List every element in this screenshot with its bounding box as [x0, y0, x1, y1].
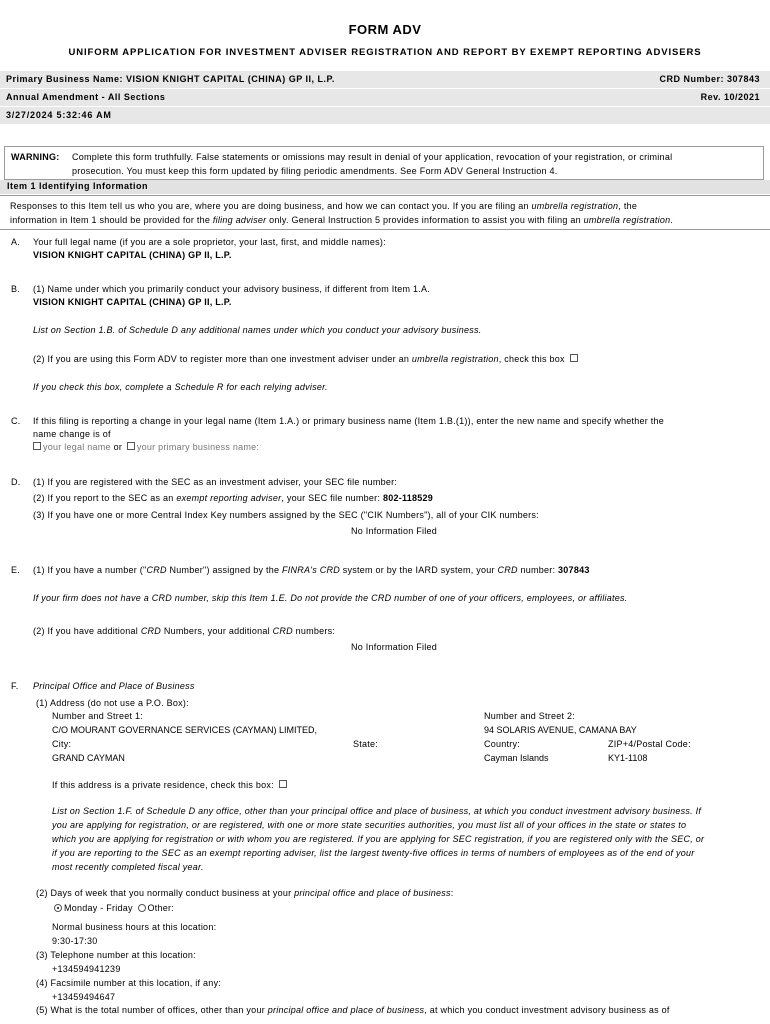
item-c-line2: name change is of	[33, 429, 111, 439]
business-name-change-checkbox[interactable]	[127, 442, 135, 450]
crd-number-value: 307843	[558, 565, 590, 575]
item-d-letter: D.	[11, 477, 21, 487]
schedule-note-line3: which you are applying for registration or with whom you are registered. If you are applying for SEC registration, if you are registered only with the SEC, or	[52, 834, 705, 844]
zip-value: KY1-1108	[608, 753, 648, 763]
divider	[0, 229, 770, 230]
item-c-letter: C.	[11, 416, 21, 426]
item-e-letter: E.	[11, 565, 21, 575]
street2-value: 94 SOLARIS AVENUE, CAMANA BAY	[484, 725, 637, 735]
item-c-line1: If this filing is reporting a change in your legal name (Item 1.A.) or primary business name (Item 1.B.(1)), enter the new name and specify whether the	[33, 416, 665, 426]
city-value: GRAND CAYMAN	[52, 753, 125, 763]
phone-value: +134594941239	[52, 964, 121, 974]
country-value: Cayman Islands	[484, 753, 549, 763]
days-options: Monday - Friday Other:	[52, 903, 174, 914]
schedule-note-line4: if you are reporting to the SEC as an exempt reporting adviser, list the largest twenty-five offices in terms of numbers of employees as of the end of your	[52, 848, 695, 858]
legal-name-value: VISION KNIGHT CAPITAL (CHINA) GP II, L.P.	[33, 250, 232, 260]
amendment-type: Annual Amendment - All Sections	[6, 92, 166, 102]
days-question: (2) Days of week that you normally conduct business at your principal office and place of business:	[36, 888, 454, 898]
item-a-question: Your full legal name (if you are a sole proprietor, your last, first, and middle names):	[33, 237, 386, 247]
primary-business-name: Primary Business Name: VISION KNIGHT CAPITAL (CHINA) GP II, L.P.	[6, 74, 335, 84]
item1-heading: Item 1 Identifying Information	[7, 181, 149, 191]
umbrella-registration-checkbox[interactable]	[570, 354, 578, 362]
item-e-note: If your firm does not have a CRD number, skip this Item 1.E. Do not provide the CRD number of one of your officers, employees, or affiliates.	[33, 593, 628, 603]
fax-label: (4) Facsimile number at this location, if any:	[36, 978, 222, 988]
offices-question: (5) What is the total number of offices, other than your principal office and place of business, at which you conduct investment advisory business as of	[36, 1005, 670, 1015]
timestamp: 3/27/2024 5:32:46 AM	[6, 110, 112, 120]
item-d-q1: (1) If you are registered with the SEC as an investment adviser, your SEC file number:	[33, 477, 398, 487]
form-subtitle: UNIFORM APPLICATION FOR INVESTMENT ADVISER REGISTRATION AND REPORT BY EXEMPT REPORTING ADVISERS	[68, 47, 702, 58]
item-d-q2: (2) If you report to the SEC as an exempt reporting adviser, your SEC file number: 802-118529	[33, 493, 433, 503]
phone-label: (3) Telephone number at this location:	[36, 950, 196, 960]
additional-crd-value: No Information Filed	[350, 642, 438, 652]
street1-value: C/O MOURANT GOVERNANCE SERVICES (CAYMAN) LIMITED,	[52, 725, 318, 735]
item-c-options: your legal name or your primary business name:	[31, 442, 259, 453]
hours-label: Normal business hours at this location:	[52, 922, 217, 932]
crd-number-header: CRD Number: 307843	[659, 74, 760, 84]
street1-label: Number and Street 1:	[52, 711, 144, 721]
private-residence-question: If this address is a private residence, check this box:	[52, 780, 289, 791]
fax-value: +13459494647	[52, 992, 116, 1002]
item1-intro-line2: information in Item 1 should be provided for the filing adviser only. General Instruction 5 provides information to assist you with filing an umbrella registration.	[10, 215, 674, 225]
item-b-umbrella-question: (2) If you are using this Form ADV to register more than one investment adviser under an umbrella registration, check this box	[33, 354, 580, 365]
item-b-note2: If you check this box, complete a Schedule R for each relying adviser.	[33, 382, 328, 392]
zip-label: ZIP+4/Postal Code:	[608, 739, 691, 749]
state-label: State:	[353, 739, 379, 749]
schedule-note-line2: you are applying for registration, or are registered, with one or more state securities authorities, you must list all of your offices in the state or states to	[52, 820, 687, 830]
country-label: Country:	[484, 739, 521, 749]
item-e-q1: (1) If you have a number ("CRD Number") assigned by the FINRA's CRD system or by the IARD system, your CRD number: 307843	[33, 565, 590, 575]
legal-name-change-checkbox[interactable]	[33, 442, 41, 450]
warning-text-line1: Complete this form truthfully. False statements or omissions may result in denial of your application, revocation of your registration, or criminal	[72, 152, 673, 162]
item-a-letter: A.	[11, 237, 21, 247]
form-title: FORM ADV	[348, 22, 422, 37]
warning-label: WARNING:	[11, 152, 60, 162]
item-d-q3: (3) If you have one or more Central Index Key numbers assigned by the SEC ("CIK Numbers"), all of your CIK numbers:	[33, 510, 539, 520]
warning-text-line2: prosecution. You must keep this form updated by filing periodic amendments. See Form ADV General Instruction 4.	[72, 166, 558, 176]
address-label: (1) Address (do not use a P.O. Box):	[36, 698, 189, 708]
private-residence-checkbox[interactable]	[279, 780, 287, 788]
other-days-radio[interactable]	[138, 904, 146, 912]
cik-numbers-value: No Information Filed	[350, 526, 438, 536]
schedule-note-line5: most recently completed fiscal year.	[52, 862, 204, 872]
header-band-timestamp	[0, 107, 770, 124]
item-b-note: List on Section 1.B. of Schedule D any additional names under which you conduct your advisory business.	[33, 325, 482, 335]
schedule-note-line1: List on Section 1.F. of Schedule D any office, other than your principal office and place of business, at which you conduct investment advisory business. If	[52, 806, 702, 816]
item-b-question: (1) Name under which you primarily conduct your advisory business, if different from Item 1.A.	[33, 284, 430, 294]
business-name-value: VISION KNIGHT CAPITAL (CHINA) GP II, L.P.	[33, 297, 232, 307]
item-f-heading: Principal Office and Place of Business	[33, 681, 195, 691]
revision: Rev. 10/2021	[700, 92, 760, 102]
monday-friday-radio[interactable]	[54, 904, 62, 912]
city-label: City:	[52, 739, 72, 749]
divider	[0, 195, 770, 196]
sec-file-number: 802-118529	[382, 493, 433, 503]
item-b-letter: B.	[11, 284, 21, 294]
item-e-q2: (2) If you have additional CRD Numbers, your additional CRD numbers:	[33, 626, 336, 636]
street2-label: Number and Street 2:	[484, 711, 576, 721]
item-f-letter: F.	[11, 681, 19, 691]
hours-value: 9:30-17:30	[52, 936, 98, 946]
item1-intro-line1: Responses to this Item tell us who you are, where you are doing business, and how we can contact you. If you are filing an umbrella registration, the	[10, 201, 638, 211]
